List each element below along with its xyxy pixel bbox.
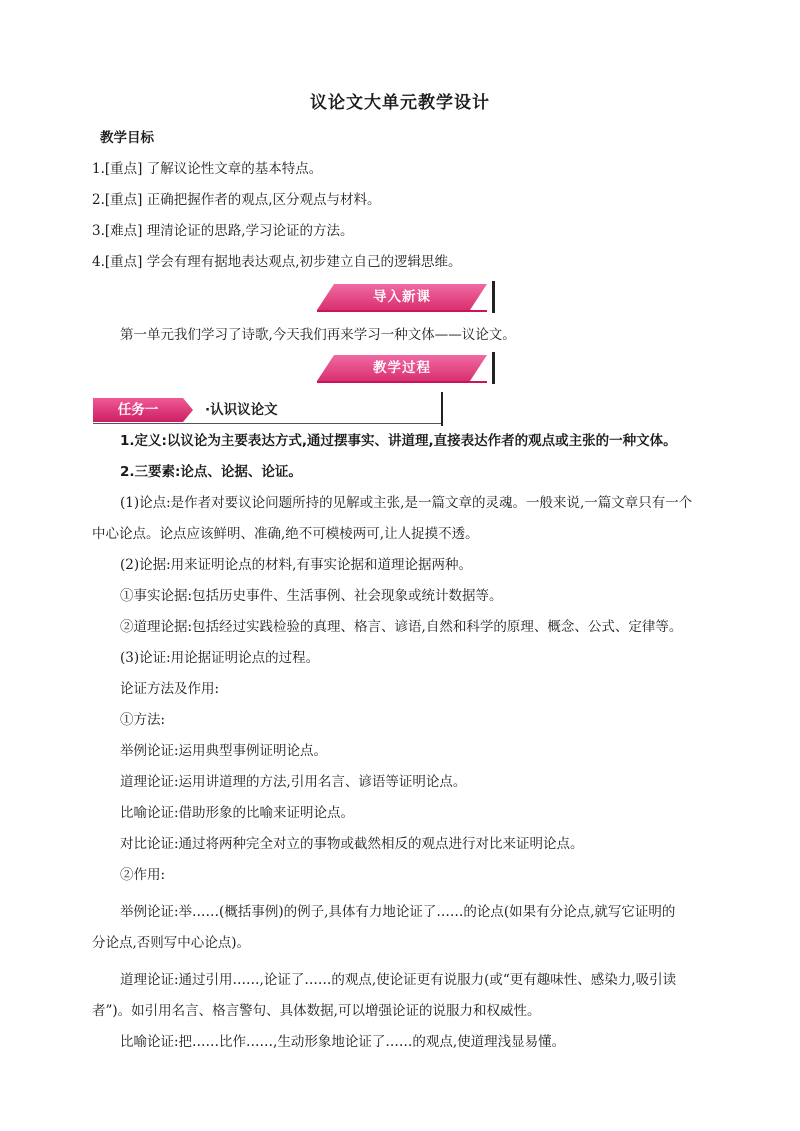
method-example-text: 举例论证:运用典型事例证明论点。 — [120, 743, 328, 759]
methods-label: ①方法: — [120, 712, 166, 728]
method-metaphor-text: 比喻论证:借助形象的比喻来证明论点。 — [120, 805, 355, 821]
lunju-text: (2)论据:用来证明论点的材料,有事实论据和道理论据两种。 — [120, 557, 472, 573]
lunzheng-text: (3)论证:用论据证明论点的过程。 — [120, 650, 320, 666]
objective-item-3: 3.[难点] 理清论证的思路,学习论证的方法。 — [92, 223, 354, 239]
intro-banner — [317, 284, 491, 312]
effect-example-line-1: 举例论证:举……(概括事例)的例子,具体有力地论证了……的论点(如果有分论点,就写它证明的 — [120, 904, 676, 920]
fact-evidence-text: ①事实论据:包括历史事件、生活事例、社会现象或统计数据等。 — [120, 588, 503, 604]
effect-label: ②作用: — [120, 867, 166, 883]
lundian-paragraph-line-1: (1)论点:是作者对要议论问题所持的见解或主张,是一篇文章的灵魂。一般来说,一篇文章只有一个 — [120, 495, 693, 511]
three-elements-text: 2.三要素:论点、论据、论证。 — [120, 464, 302, 480]
methods-heading: 论证方法及作用: — [120, 681, 220, 697]
effect-example-line-2: 分论点,否则写中心论点)。 — [92, 935, 251, 951]
method-contrast-text: 对比论证:通过将两种完全对立的事物或截然相反的观点进行对比来证明论点。 — [120, 836, 584, 852]
task-label: 任务一 — [117, 402, 159, 418]
document-title: 议论文大单元教学设计 — [310, 93, 490, 113]
process-banner-label: 教学过程 — [373, 360, 431, 376]
objectives-heading: 教学目标 — [100, 130, 154, 146]
lundian-paragraph-line-2: 中心论点。论点应该鲜明、准确,绝不可模棱两可,让人捉摸不透。 — [92, 526, 479, 542]
effect-reason-line-2: 者”)。如引用名言、格言警句、具体数据,可以增强论证的说服力和权威性。 — [92, 1003, 541, 1019]
method-reason-text: 道理论证:运用讲道理的方法,引用名言、谚语等证明论点。 — [120, 774, 467, 790]
task-topic: ·认识议论文 — [205, 402, 278, 418]
reason-evidence-text: ②道理论据:包括经过实践检验的真理、格言、谚语,自然和科学的原理、概念、公式、定律等。 — [120, 619, 683, 635]
objective-item-1: 1.[重点] 了解议论性文章的基本特点。 — [92, 161, 323, 177]
task-header — [93, 392, 445, 426]
effect-metaphor-text: 比喻论证:把……比作……,生动形象地论证了……的观点,使道理浅显易懂。 — [120, 1034, 566, 1050]
definition-text: 1.定义:以议论为主要表达方式,通过摆事实、讲道理,直接表达作者的观点或主张的一种文体。 — [120, 433, 677, 449]
objective-item-2: 2.[重点] 正确把握作者的观点,区分观点与材料。 — [92, 192, 381, 208]
process-banner — [317, 355, 491, 383]
intro-text: 第一单元我们学习了诗歌,今天我们再来学习一种文体——议论文。 — [120, 327, 516, 343]
effect-reason-line-1: 道理论证:通过引用……,论证了……的观点,使论证更有说服力(或“更有趣味性、感染力,吸引读 — [120, 972, 677, 988]
intro-banner-label: 导入新课 — [373, 289, 431, 305]
objective-item-4: 4.[重点] 学会有理有据地表达观点,初步建立自己的逻辑思维。 — [92, 254, 462, 270]
